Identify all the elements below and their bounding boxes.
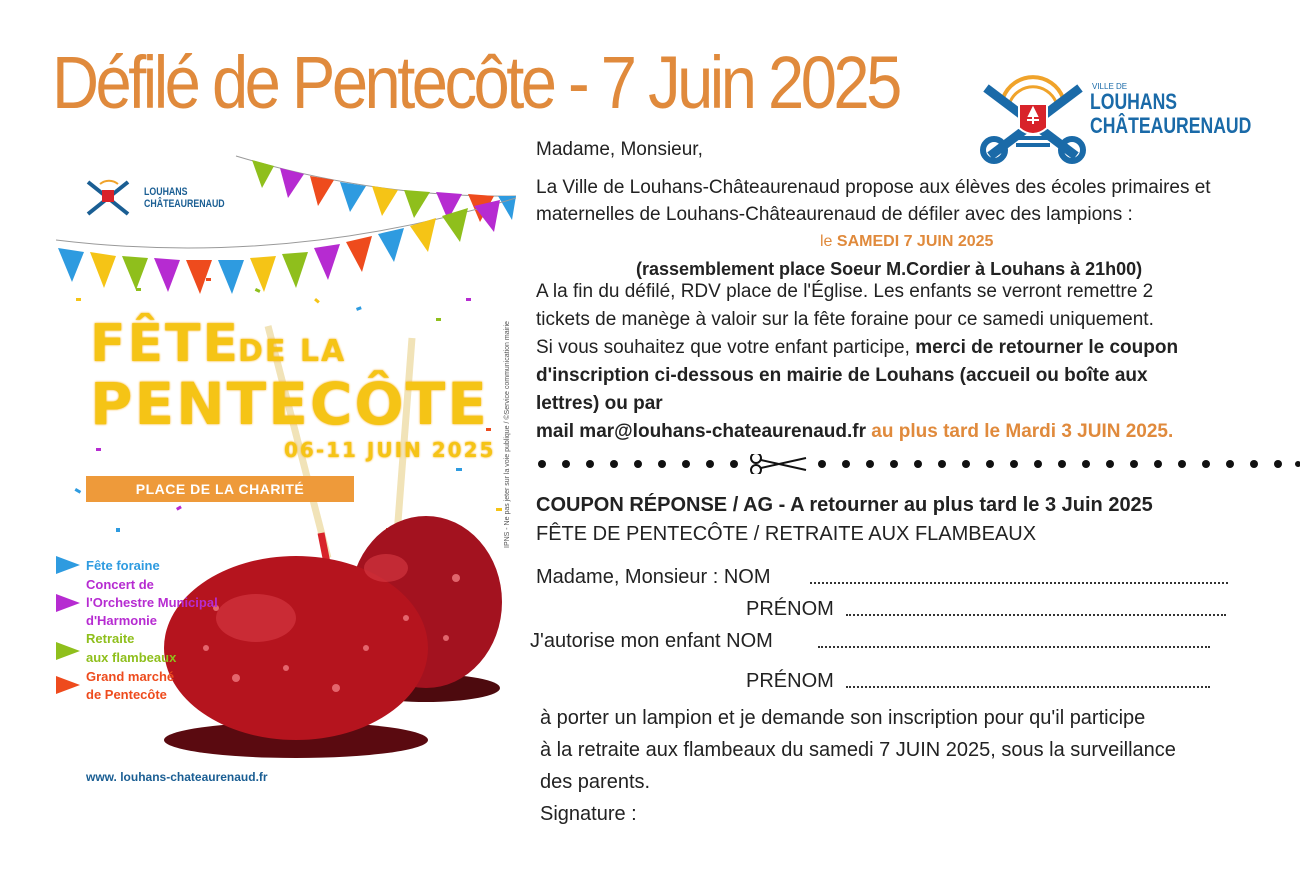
activity-arrow-icon — [56, 642, 80, 660]
event-date-value: SAMEDI 7 JUIN 2025 — [836, 233, 994, 250]
logo-text — [1090, 90, 1251, 138]
coupon-body-line-2: à la retraite aux flambeaux du samedi 7 JUIN 2025, sous la surveillance — [540, 739, 1176, 761]
logo-small-text: VILLE DE — [1092, 82, 1128, 91]
crossed-keys-icon — [978, 68, 1088, 168]
paragraph-3-line-2: d'inscription ci-dessous en mairie de Louhans (accueil ou boîte aux — [536, 365, 1148, 386]
paragraph-2-line-2: tickets de manège à valoir sur la fête foraine pour ce samedi uniquement. — [536, 309, 1154, 330]
activity-item: Concert de — [86, 577, 154, 592]
paragraph-1-line-2: maternelles de Louhans-Châteaurenaud de défiler avec des lampions : — [536, 204, 1133, 225]
paragraph-3-line-3: lettres) ou par — [536, 393, 663, 414]
poster-title-pentecote: PENTECÔTE — [90, 370, 489, 438]
greeting: Madame, Monsieur, — [536, 139, 703, 160]
deadline: au plus tard le Mardi 3 JUIN 2025. — [866, 421, 1174, 442]
page-title: Défilé de Pentecôte - 7 Juin 2025 — [52, 41, 899, 124]
paragraph-3-line-1 — [536, 334, 1178, 362]
activity-item: l'Orchestre Municipal — [86, 595, 218, 610]
coupon-heading: COUPON RÉPONSE / AG - A retourner au plus tard le 3 Juin 2025 — [536, 494, 1153, 516]
paragraph-3-line-1-b: merci de retourner le coupon — [915, 337, 1179, 358]
parent-firstname-label: PRÉNOM — [746, 598, 834, 620]
logo-line2: CHÂTEAURENAUD — [1090, 113, 1252, 138]
parent-firstname-field[interactable] — [846, 614, 1226, 616]
poster-dates: 06-11 JUIN 2025 — [284, 438, 496, 462]
child-name-field[interactable] — [818, 646, 1210, 648]
scissors-icon — [751, 454, 806, 474]
poster-logo-line2: CHÂTEAURENAUD — [144, 198, 225, 210]
activity-item: Retraite — [86, 631, 135, 646]
paragraph-3-line-1-a: Si vous souhaitez que votre enfant participe, — [536, 337, 916, 358]
activity-item: Fête foraine — [86, 558, 160, 573]
city-logo — [978, 68, 1252, 168]
parent-name-field[interactable] — [810, 582, 1228, 584]
signature-label: Signature : — [540, 803, 637, 825]
poster-small-print: IPNS - Ne pas jeter sur la voie publique / ©Service communication mairie — [504, 321, 511, 548]
activity-arrow-icon — [56, 556, 80, 574]
poster-url: www. louhans-chateaurenaud.fr — [86, 770, 268, 784]
activity-item: de Pentecôte — [86, 687, 167, 702]
activity-item: d'Harmonie — [86, 613, 157, 628]
logo-line1: LOUHANS — [1090, 89, 1178, 114]
activity-item: Grand marché — [86, 669, 175, 684]
poster-logo-text — [144, 186, 225, 210]
paragraph-3-line-4 — [536, 418, 1173, 446]
child-firstname-field[interactable] — [846, 686, 1210, 688]
coupon-subheading: FÊTE DE PENTECÔTE / RETRAITE AUX FLAMBEAUX — [536, 523, 1037, 545]
poster-place-banner: PLACE DE LA CHARITÉ — [86, 476, 354, 502]
activity-arrow-icon — [56, 594, 80, 612]
child-name-label: J'autorise mon enfant NOM — [530, 630, 773, 652]
cut-line — [536, 454, 1300, 474]
coupon-body-line-3: des parents. — [540, 771, 651, 793]
paragraph-1-line-1: La Ville de Louhans-Châteaurenaud propose aux élèves des écoles primaires et — [536, 177, 1211, 198]
poster-title-fete: FÊTE — [90, 314, 241, 374]
activity-item: aux flambeaux — [86, 650, 177, 665]
event-date-prefix: le — [820, 233, 837, 250]
parent-name-label: Madame, Monsieur : NOM — [536, 566, 771, 588]
paragraph-2-line-1: A la fin du défilé, RDV place de l'Église. Les enfants se verront remettre 2 — [536, 281, 1154, 302]
activity-arrow-icon — [56, 676, 80, 694]
event-date — [820, 230, 993, 254]
rassemblement-info: (rassemblement place Soeur M.Cordier à Louhans à 21h00) — [636, 259, 1143, 279]
poster-logo-line1: LOUHANS — [144, 186, 188, 198]
coupon-body-line-1: à porter un lampion et je demande son inscription pour qu'il participe — [540, 707, 1146, 729]
contact-email: mail mar@louhans-chateaurenaud.fr — [536, 421, 866, 442]
event-poster — [56, 148, 516, 800]
poster-title-de-la: DE LA — [238, 334, 347, 369]
child-firstname-label: PRÉNOM — [746, 670, 834, 692]
